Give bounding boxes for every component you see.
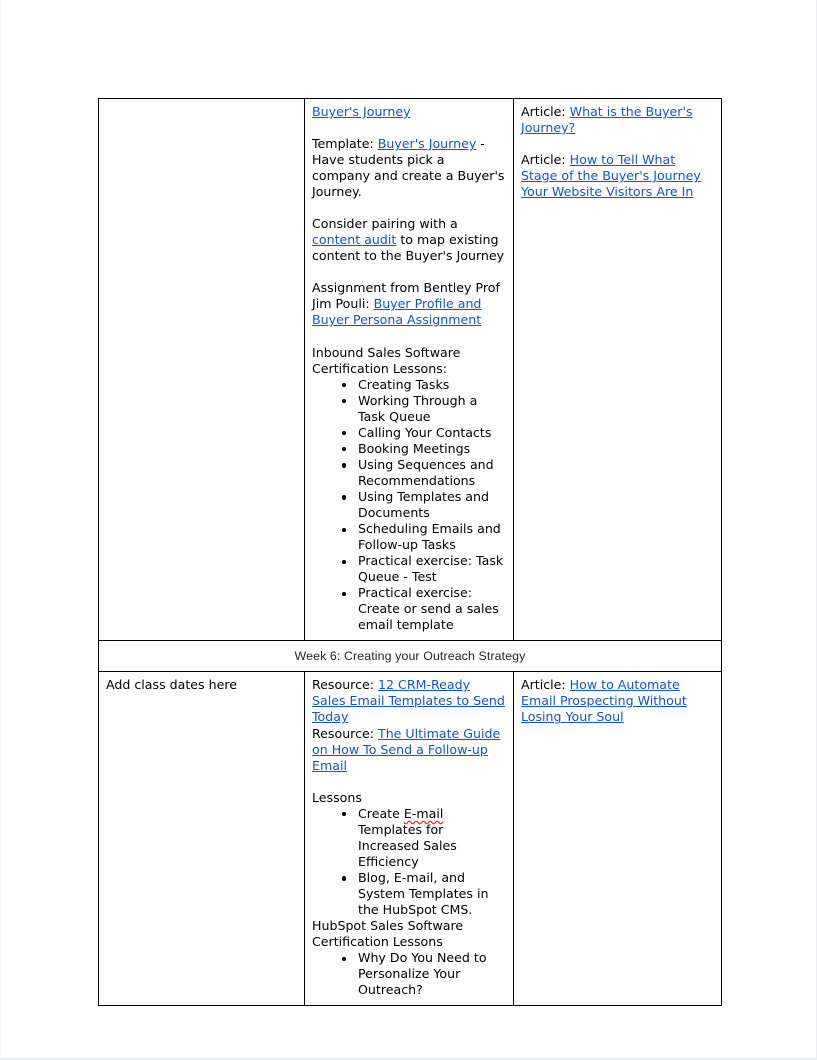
link-how-to-tell-what-stage[interactable]: How to Tell What Stage of the Buyer's Journey Your Website Visitors Are In — [521, 152, 701, 200]
table-row — [99, 672, 722, 1006]
text-content-audit-suffix: to map existing content to the Buyer's Journey — [312, 232, 505, 264]
text-assignment-prefix: Assignment from Bentley Prof Jim Pouli: — [312, 280, 500, 312]
paragraph-lessons-intro: Lessons — [312, 789, 362, 805]
list-item: Booking Meetings — [342, 441, 506, 457]
link-buyers-journey-template[interactable]: Buyer's Journey — [377, 136, 477, 152]
cell-class-dates — [99, 99, 305, 641]
list-item: Practical exercise: Create or send a sales email template — [342, 585, 506, 633]
table-row — [99, 99, 722, 641]
list-inbound-sales-lessons — [312, 377, 506, 634]
paragraph-resource-crm-templates — [312, 677, 506, 725]
text-resource-label: Resource: — [312, 725, 378, 741]
text-article-label: Article: — [521, 677, 570, 693]
paragraph-article-automate-email-prospecting — [521, 677, 714, 725]
list-item: Scheduling Emails and Follow-up Tasks — [342, 521, 506, 553]
cell-class-dates: Add class dates here — [99, 672, 305, 1006]
text-template-suffix: - Have students pick a company and create a Buyer's Journey. — [312, 136, 505, 200]
list-item: Blog, E-mail, and System Templates in the HubSpot CMS. — [342, 870, 506, 918]
list-item: Using Sequences and Recommendations — [342, 457, 506, 489]
syllabus-table — [98, 98, 722, 1006]
link-how-to-automate-email-prospecting[interactable]: How to Automate Email Prospecting Without Losing Your Soul — [521, 677, 687, 725]
list-item: Calling Your Contacts — [342, 425, 506, 441]
paragraph-assignment — [312, 280, 506, 328]
text-template-prefix: Template: — [312, 136, 378, 152]
paragraph-hubspot-cert-intro: HubSpot Sales Software Certification Lessons — [312, 918, 464, 950]
cell-lessons-resources — [305, 672, 514, 1006]
list-item: Creating Tasks — [342, 377, 506, 393]
list-item: Working Through a Task Queue — [342, 393, 506, 425]
text-resource-label: Resource: — [312, 677, 378, 693]
text-article-label: Article: — [521, 104, 570, 119]
list-item: Why Do You Need to Personalize Your Outreach? — [342, 950, 506, 998]
paragraph-inbound-sales-cert-intro: Inbound Sales Software Certification Lessons: — [312, 344, 461, 376]
paragraph-article-what-is-buyers-journey — [521, 104, 714, 136]
link-content-audit[interactable]: content audit — [312, 232, 397, 248]
list-lessons — [312, 806, 506, 918]
link-what-is-the-buyers-journey[interactable]: What is the Buyer's Journey? — [521, 104, 693, 136]
paragraph-resource-follow-up-guide — [312, 726, 506, 774]
list-item: Create E-mail Templates for Increased Sales Efficiency — [342, 806, 506, 870]
cell-lessons-resources — [305, 99, 514, 641]
cell-articles — [514, 99, 722, 641]
paragraph-template — [312, 136, 506, 200]
misspelled-word: E-mail — [403, 805, 444, 821]
paragraph-content-audit — [312, 216, 506, 264]
list-hubspot-sales-lessons — [312, 950, 506, 998]
list-item: Practical exercise: Task Queue - Test — [342, 553, 506, 585]
text-content-audit-prefix: Consider pairing with a — [312, 216, 458, 232]
paragraph-buyers-journey-link — [312, 104, 506, 120]
link-buyers-journey[interactable]: Buyer's Journey — [312, 104, 411, 119]
text-article-label: Article: — [521, 152, 570, 168]
cell-articles — [514, 672, 722, 1006]
table-row-week-banner — [99, 641, 722, 672]
link-buyer-profile-persona-assignment[interactable]: Buyer Profile and Buyer Persona Assignment — [312, 296, 482, 328]
list-item: Using Templates and Documents — [342, 489, 506, 521]
paragraph-article-how-to-tell-stage — [521, 152, 714, 200]
link-12-crm-ready-sales-email-templates[interactable]: 12 CRM-Ready Sales Email Templates to Send Today — [312, 677, 505, 725]
link-ultimate-guide-follow-up-email[interactable]: The Ultimate Guide on How To Send a Follow-up Email — [312, 725, 501, 773]
week-banner-label: Week 6: Creating your Outreach Strategy — [99, 641, 722, 672]
